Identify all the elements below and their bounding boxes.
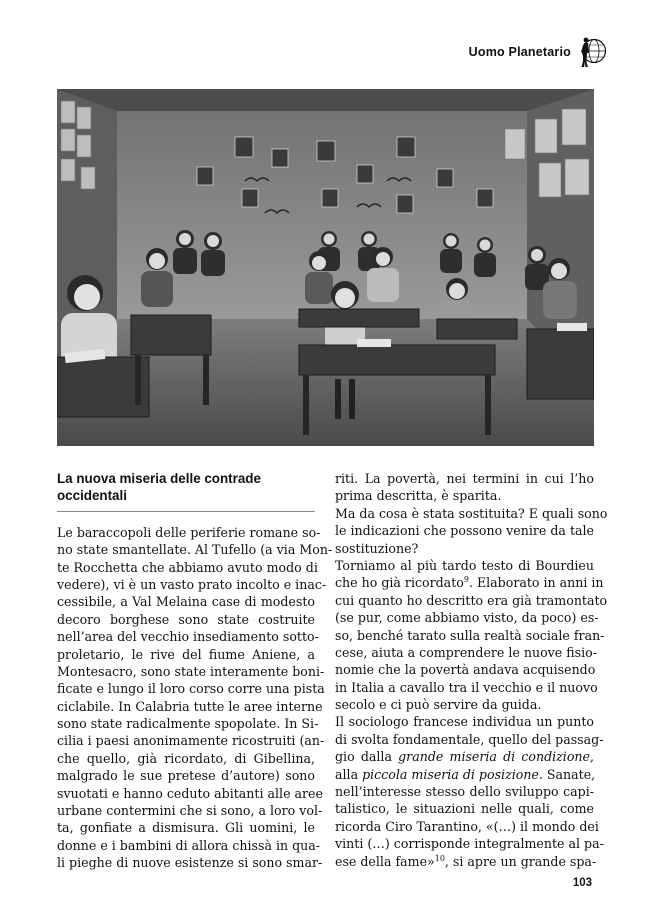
footnote-ref: 9 <box>463 575 469 585</box>
section-title-line: La nuova miseria delle contrade <box>57 471 261 486</box>
body-line: talistico, le situazioni nelle quali, come <box>335 801 594 817</box>
body-line: ciclabile. In Calabria tutte le aree interne <box>57 698 323 714</box>
body-line: (se pur, come abbiamo visto, da poco) es- <box>335 610 599 626</box>
body-line: cilia i paesi anonimamente ricostruiti (an- <box>57 733 325 749</box>
body-line: li pieghe di nuove esistenze si sono smar- <box>57 855 323 871</box>
body-line: sono state radicalmente spopolate. In Si- <box>57 716 319 732</box>
body-line: sostituzione? <box>335 540 419 556</box>
section-divider <box>57 511 315 512</box>
body-line: donne e i bambini di allora chissà in qua- <box>57 837 321 853</box>
body-line: no state smantellate. Al Tufello (a via Mon- <box>57 542 333 558</box>
body-line: svuotati e hanno ceduto abitanti alle aree <box>57 785 323 801</box>
body-line: ricorda Ciro Tarantino, «(…) il mondo dei <box>335 818 599 834</box>
body-line: proletario, le rive del fiume Aniene, a <box>57 646 315 662</box>
body-line: Le baraccopoli delle periferie romane so- <box>57 524 321 540</box>
right-column <box>335 470 608 870</box>
body-line: malgrado le sue pretese d’autore) sono <box>57 768 315 784</box>
body-line <box>335 748 594 765</box>
body-text: ese della fame» <box>335 853 435 869</box>
body-line: Montesacro, sono state interamente boni- <box>57 663 325 679</box>
body-line: so, benché tarato sulla realtà sociale fran- <box>335 627 605 643</box>
italic-term: grande miseria di condizione <box>398 749 590 765</box>
body-line <box>335 853 597 870</box>
body-line: nell’area del vecchio insediamento sotto- <box>57 629 319 645</box>
section-title <box>57 470 315 505</box>
body-line: Ma da cosa è stata sostituita? E quali sono <box>335 505 608 521</box>
body-line: le indicazioni che possono venire da tale <box>335 523 594 539</box>
section-title-line: occidentali <box>57 488 127 504</box>
body-text: gio dalla <box>335 749 399 765</box>
body-line: cui quanto ho descritto era già tramontato <box>335 592 608 608</box>
body-line: prima descritta, è sparita. <box>335 488 502 504</box>
running-header <box>469 34 607 70</box>
body-text: che ho già ricordato <box>335 575 464 591</box>
body-line: ta, gonfiate a dismisura. Gli uomini, le <box>57 820 315 836</box>
body-line: cessibile, a Val Melaina case di modesto <box>57 594 315 610</box>
body-line: Torniamo al più tardo testo di Bourdieu <box>335 557 594 573</box>
body-line: te Rocchetta che abbiamo avuto modo di <box>57 559 318 575</box>
page-number: 103 <box>572 877 592 889</box>
body-line <box>335 574 604 591</box>
body-text: , <box>590 749 595 765</box>
body-text: , si apre un grande spa- <box>444 853 597 869</box>
body-line: riti. La povertà, nei termini in cui l’ho <box>335 471 594 486</box>
body-line: vedere), vi è un vasto prato incolto e inac- <box>57 576 327 592</box>
body-line: Il sociologo francese individua un punto <box>335 714 594 730</box>
classroom-photo-drawing <box>57 89 594 446</box>
header-title: Uomo Planetario <box>468 45 571 59</box>
body-line: secolo e ci può servire da guida. <box>335 697 542 713</box>
body-line: che quello, già ricordato, di Gibellina, <box>57 750 315 766</box>
italic-term: piccola miseria di posizione <box>362 766 539 782</box>
body-line: di svolta fondamentale, quello del passag- <box>335 731 604 747</box>
globe-walker-icon <box>577 34 607 70</box>
body-line: cese, aiuta a comprendere le nuove fisio- <box>335 644 597 660</box>
body-text: . Sanate, <box>538 766 596 782</box>
body-text: . Elaborato in anni in <box>468 575 604 591</box>
body-line: in Italia a cavallo tra il vecchio e il nuovo <box>335 679 598 695</box>
body-line: ficate e lungo il loro corso corre una pista <box>57 681 325 697</box>
body-text: alla <box>335 766 363 782</box>
body-line: vinti (…) corrisponde integralmente al pa- <box>335 836 604 852</box>
body-line: urbane contermini che si sono, a loro vol- <box>57 803 323 819</box>
left-column <box>57 470 333 872</box>
classroom-photo <box>57 89 594 446</box>
footnote-ref: 10 <box>434 853 445 863</box>
body-line <box>335 766 594 783</box>
body-line: nell’interesse stesso dello sviluppo capi- <box>335 784 594 800</box>
body-line: decoro borghese sono state costruite <box>57 611 315 627</box>
body-line: nomie che la povertà andava acquisendo <box>335 662 596 678</box>
